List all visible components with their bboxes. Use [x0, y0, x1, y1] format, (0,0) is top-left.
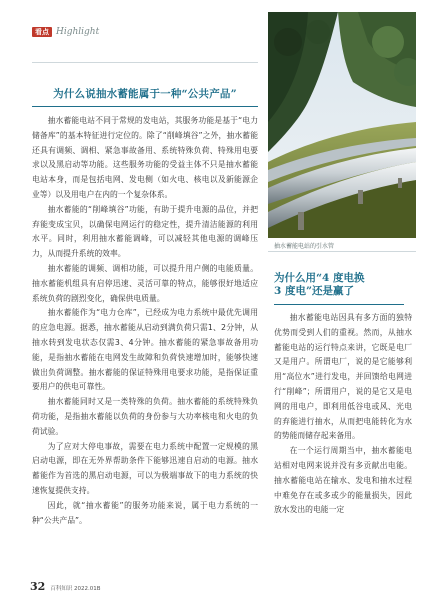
penstock-photo	[268, 12, 416, 238]
subheading-line: 为什么用“4 度电换	[274, 272, 365, 284]
right-article-column	[274, 272, 412, 518]
page-header	[32, 26, 99, 38]
publication-info: 百科知识 2022.01B	[50, 586, 101, 592]
article-heading: 为什么说抽水蓄能属于一种“公共产品”	[53, 88, 237, 100]
top-divider	[32, 62, 258, 63]
left-article-column	[32, 66, 258, 528]
photo-caption: 抽水蓄能电站的引水管	[274, 243, 335, 250]
paragraph: 因此，就“抽水蓄能”的服务功能来说，属于电力系统的一种“公共产品”。	[32, 500, 258, 525]
paragraph: 抽水蓄能同时又是一类特殊的负荷。抽水蓄能的系统特殊负荷功能，是指抽水蓄能以负荷的身份参与大功率核电和火电的负荷试验。	[32, 397, 258, 436]
paragraph: 为了应对大停电事故，需要在电力系统中配置一定规模的黑启动电源，即在无外界帮助条件下能够迅速自启动的电源。抽水蓄能作为首选的黑启动电源，可以为极端事故下的电力系统的快速恢复提供支持。	[32, 441, 258, 495]
subheading	[274, 272, 412, 298]
paragraph: 抽水蓄能电站因具有多方面的独特优势而受到人们的重视。然而，从抽水蓄能电站的运行特点来讲，它既是电厂又是用户。所谓电厂，说的是它能够利用“高位水”进行发电，并回馈给电网进行“削峰”；所谓用户，说的是它又是电网的用电户，即利用低谷电或风、光电的弃能进行抽水，从而把电能转化为水的势能而储存起来备用。	[274, 313, 412, 441]
page-footer	[30, 580, 101, 593]
heading-underline	[32, 106, 258, 107]
subheading-line: 3 度电”还是赢了	[274, 285, 355, 297]
subheading-underline	[274, 304, 404, 305]
paragraph: 抽水蓄能作为“电力仓库”，已经成为电力系统中最优先调用的应急电源。据悉，抽水蓄能从启动到满负荷只需1、2分钟，从抽水转到发电状态仅需3、4分钟。抽水蓄能的紧急事故备用功能，是指抽水蓄能在电网发生故障和负荷快速增加时，能够快速做出负荷调整。抽水蓄能的保证特殊用电要求功能，是指保证重要用户的供电可靠性。	[32, 308, 258, 392]
paragraph: 抽水蓄能电站不同于常规的发电站，其服务功能是基于“电力储备库”的基本特征进行定位的。除了“削峰填谷”之外，抽水蓄能还具有调频、调相、紧急事故备用、系统特殊负荷、特殊用电要求以及黑启动等功能。这些服务功能的受益主体不只是抽水蓄能电站本身，而是包括电网、发电侧（如火电、核电以及新能源企业等）以及用电户在内的一个复杂体系。	[32, 116, 258, 199]
section-badge: 看点	[32, 27, 52, 37]
caption-divider	[268, 251, 416, 252]
paragraph: 抽水蓄能的调频、调相功能，可以提升用户侧的电能质量。抽水蓄能机组具有启停迅速、灵活可靠的特点，能够很好地适应系统负荷的剧烈变化，确保供电质量。	[32, 263, 258, 303]
page-number: 32	[30, 580, 46, 593]
section-label: Highlight	[56, 27, 100, 37]
paragraph: 在一个运行周期当中，抽水蓄能电站相对电网来说并没有多贡献出电能。抽水蓄能电站在输水、发电和抽水过程中难免存在或多或少的能量损失，因此放水发出的电能一定	[274, 446, 412, 515]
paragraph: 抽水蓄能的“削峰填谷”功能，有助于提升电源的品位，并把弃能变成宝贝，以确保电网运行的稳定性，提升清洁能源的利用水平。同时，利用抽水蓄能调峰，可以减轻其他电源的调峰压力，从而提升系统的效率。	[32, 204, 258, 259]
